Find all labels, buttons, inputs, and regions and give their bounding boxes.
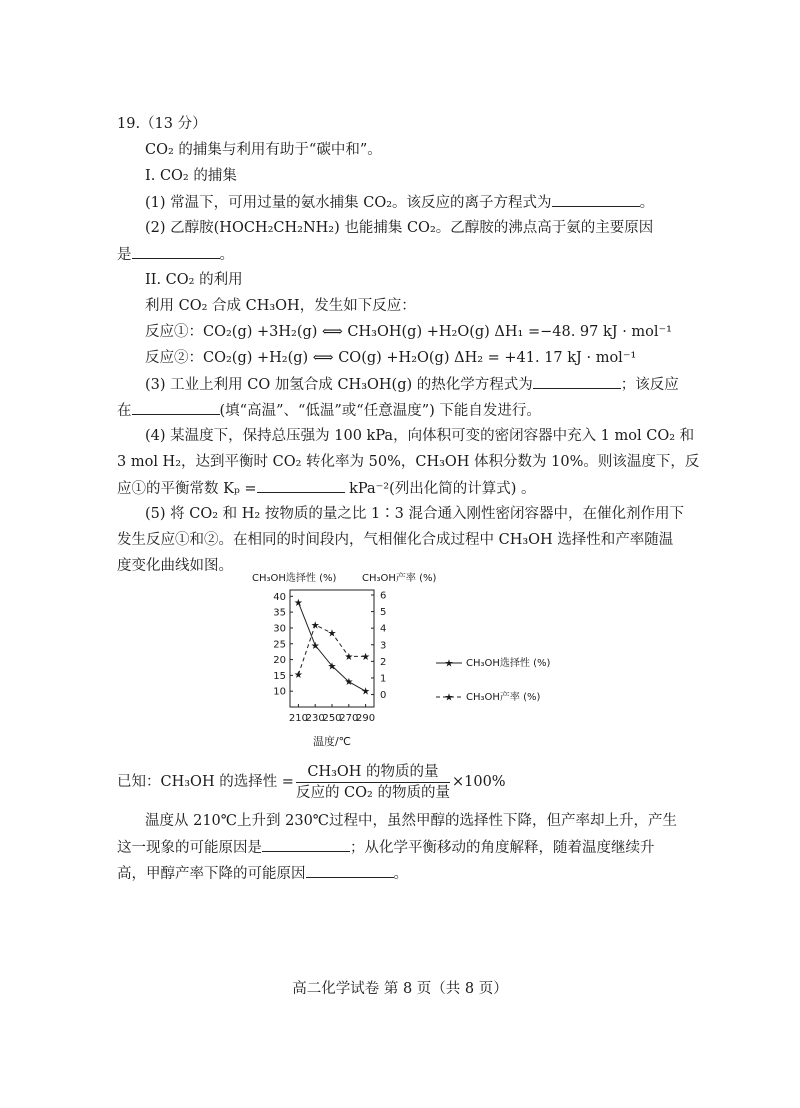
q4c-start: 应①的平衡常数 Kₚ = (117, 481, 257, 497)
q4c-end: kPa⁻²(列出化简的计算式) 。 (344, 481, 536, 497)
q3-text-line1 (145, 374, 679, 395)
intro-text: CO₂ 的捕集与利用有助于“碳中和”。 (145, 142, 382, 158)
q2-text-line2 (117, 244, 234, 265)
q3-mid: ；该反应 (620, 377, 679, 393)
x-tick-label: 290 (356, 713, 376, 724)
x-axis-title: 温度/℃ (312, 735, 352, 748)
legend-star-selectivity: ★ (444, 658, 454, 670)
right-tick-label: 5 (380, 607, 387, 619)
q1-prompt: (1) 常温下，可用过量的氨水捕集 CO₂。该反应的离子方程式为 (145, 195, 552, 211)
yield-point: ★ (361, 651, 371, 663)
answer-blank-1[interactable] (552, 192, 640, 207)
q4-text-line3 (117, 478, 536, 499)
left-tick-label: 20 (273, 655, 286, 667)
legend (436, 656, 550, 704)
q3b-end: (填“高温”、“低温”或“任意温度”) 下能自发进行。 (219, 403, 541, 419)
x-tick-label: 230 (305, 713, 325, 724)
q6b-start: 这一现象的可能原因是 (117, 840, 262, 856)
q5-text-line1: (5) 将 CO₂ 和 H₂ 按物质的量之比 1∶3 混合通入刚性密闭容器中，在催化剂作用下 (145, 506, 685, 522)
use-intro: 利用 CO₂ 合成 CH₃OH，发生如下反应： (145, 298, 416, 314)
answer-blank-7[interactable] (306, 863, 394, 878)
yield-point: ★ (310, 620, 320, 632)
q6c-end: 。 (393, 866, 408, 882)
answer-blank-2[interactable] (132, 244, 220, 259)
left-tick-label: 30 (273, 623, 286, 635)
q1-text (145, 192, 654, 213)
question-number: 19.（13 分） (117, 116, 207, 132)
q4-text-line2: 3 mol H₂，达到平衡时 CO₂ 转化率为 50%，CH₃OH 体积分数为 10%。则该温度下，反 (117, 454, 700, 470)
fraction-denominator: 反应的 CO₂ 的物质的量 (295, 784, 450, 801)
left-axis-title: CH₃OH选择性 (%) (252, 573, 337, 584)
x-tick-label: 250 (322, 713, 342, 724)
reaction-1: 反应①：CO₂(g) +3H₂(g) ⟺ CH₃OH(g) +H₂O(g) ΔH₁ =−48. 97 kJ · mol⁻¹ (145, 324, 672, 340)
fraction-numerator: CH₃OH 的物质的量 (296, 763, 450, 783)
selectivity-series-line (298, 603, 365, 692)
selectivity-point: ★ (361, 686, 371, 698)
selectivity-yield-chart (230, 565, 590, 755)
right-axis-title: CH₃OH产率 (%) (362, 573, 437, 584)
right-tick-label: 1 (380, 673, 387, 685)
q6c-start: 高，甲醇产率下降的可能原因 (117, 866, 306, 882)
q3-prompt: (3) 工业上利用 CO 加氢合成 CH₃OH(g) 的热化学方程式为 (145, 377, 533, 393)
x-tick-label: 270 (339, 713, 359, 724)
yield-point: ★ (344, 651, 354, 663)
right-tick-label: 0 (380, 690, 387, 702)
part2-title: II. CO₂ 的利用 (145, 272, 243, 288)
known-suffix: ×100% (451, 774, 506, 790)
right-tick-label: 3 (380, 640, 387, 652)
selectivity-point: ★ (344, 677, 354, 689)
selectivity-point: ★ (327, 661, 337, 673)
right-tick-label: 2 (380, 656, 387, 668)
right-tick-label: 4 (380, 623, 387, 635)
q3b-start: 在 (117, 403, 132, 419)
known-formula (117, 760, 506, 804)
known-prefix: 已知：CH₃OH 的选择性 = (117, 774, 294, 790)
selectivity-point: ★ (293, 598, 303, 610)
left-tick-label: 25 (273, 639, 286, 651)
yield-point: ★ (293, 670, 303, 682)
q4-text-line1: (4) 某温度下，保持总压强为 100 kPa，向体积可变的密闭容器中充入 1 mol CO₂ 和 (145, 428, 695, 444)
page-footer: 高二化学试卷 第 8 页（共 8 页） (292, 981, 508, 997)
legend-star-yield: ★ (444, 692, 454, 704)
q6-text-line1: 温度从 210℃上升到 230℃过程中，虽然甲醇的选择性下降，但产率却上升，产生 (145, 813, 678, 829)
answer-blank-3[interactable] (533, 374, 621, 389)
selectivity-fraction (296, 763, 450, 802)
answer-blank-6[interactable] (262, 837, 350, 852)
q6-text-line2 (117, 837, 655, 858)
reaction-2: 反应②：CO₂(g) +H₂(g) ⟺ CO(g) +H₂O(g) ΔH₂ = +41. 17 kJ · mol⁻¹ (145, 350, 637, 366)
q1-end: 。 (639, 195, 655, 211)
q5-text-line2: 发生反应①和②。在相同的时间段内，气相催化合成过程中 CH₃OH 选择性和产率随温 (117, 532, 674, 548)
left-tick-label: 40 (273, 591, 286, 603)
x-tick-label: 210 (288, 713, 308, 724)
q3-text-line2 (117, 400, 541, 421)
left-tick-label: 35 (273, 607, 286, 619)
q2-prompt: 是 (117, 247, 132, 263)
selectivity-point: ★ (310, 640, 320, 652)
q6b-end: ；从化学平衡移动的角度解释，随着温度继续升 (350, 840, 655, 856)
yield-point: ★ (327, 628, 337, 640)
answer-blank-5[interactable] (257, 478, 345, 493)
q6-text-line3 (117, 863, 408, 884)
answer-blank-4[interactable] (132, 400, 220, 415)
left-tick-label: 15 (273, 670, 286, 682)
part1-title: I. CO₂ 的捕集 (145, 168, 237, 184)
right-tick-label: 6 (380, 590, 387, 602)
legend-label-selectivity: CH₃OH选择性 (%) (466, 658, 551, 669)
q5-text-line3: 度变化曲线如图。 (117, 558, 233, 574)
left-tick-label: 10 (273, 686, 286, 698)
legend-label-yield: CH₃OH产率 (%) (466, 692, 541, 703)
q2-end: 。 (219, 247, 234, 263)
q2-text-line1: (2) 乙醇胺(HOCH₂CH₂NH₂) 也能捕集 CO₂。乙醇胺的沸点高于氨的主要原因 (145, 220, 654, 236)
